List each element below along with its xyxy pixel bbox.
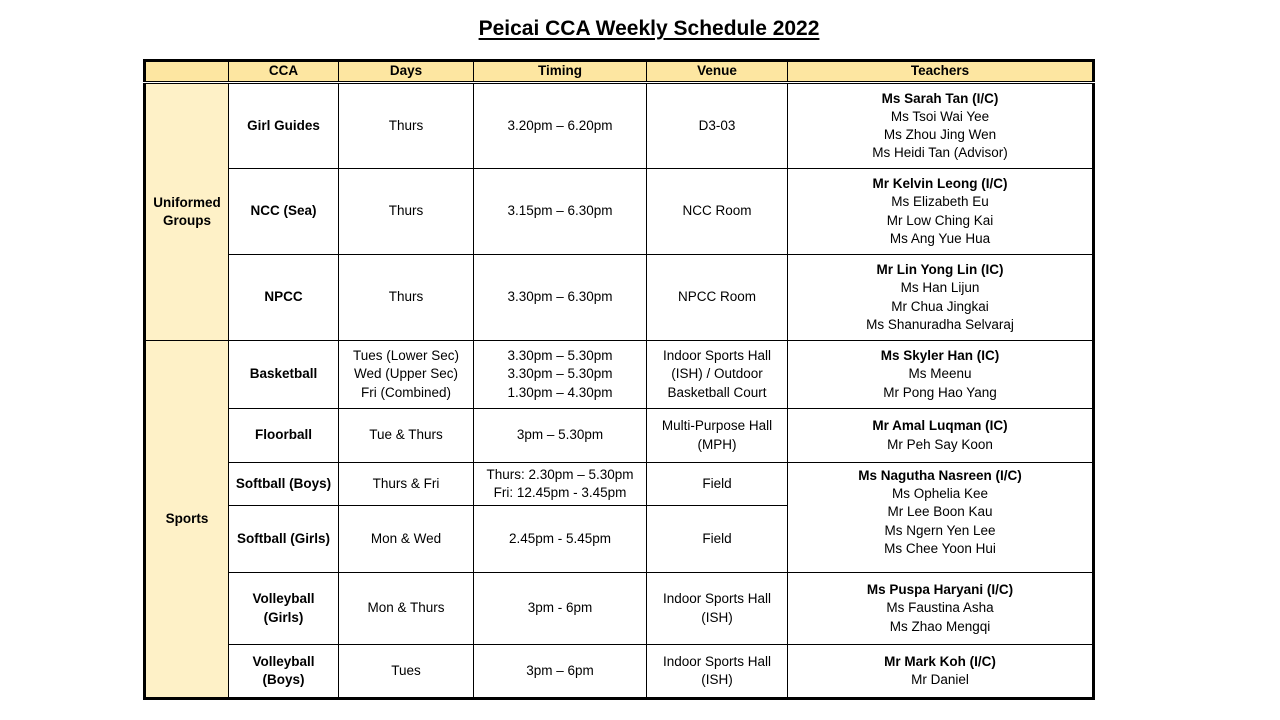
cell-line: (ISH) xyxy=(701,609,733,625)
teacher-in-charge: Mr Mark Koh (I/C) xyxy=(884,653,996,669)
teachers-cell xyxy=(788,645,1094,699)
teachers-cell xyxy=(788,409,1094,463)
teacher-in-charge: Ms Puspa Haryani (I/C) xyxy=(866,582,1014,598)
cell-line: Tues (Lower Sec) xyxy=(352,348,460,364)
cell-line: Ms Han Lijun xyxy=(900,280,980,296)
table-row-softball-boys xyxy=(145,463,1094,506)
timing-cell xyxy=(474,506,647,573)
cca-cell xyxy=(229,645,339,699)
days-cell xyxy=(339,463,474,506)
teacher-in-charge: Mr Kelvin Leong (I/C) xyxy=(872,176,1008,192)
cell-line: 3.30pm – 5.30pm xyxy=(507,366,613,382)
days-cell xyxy=(339,169,474,255)
cca-cell: Softball (Boys) xyxy=(229,463,339,506)
cell-line: 3.30pm – 6.30pm xyxy=(507,289,613,305)
teachers-cell xyxy=(788,341,1094,409)
timing-cell xyxy=(474,341,647,409)
header-days: Days xyxy=(339,61,474,83)
cell-line: (MPH) xyxy=(697,436,737,452)
cell-line: NPCC Room xyxy=(677,289,756,305)
cca-cell: NPCC xyxy=(229,255,339,341)
cell-line: (Girls) xyxy=(263,609,304,625)
venue-cell xyxy=(647,169,788,255)
teacher-in-charge: Mr Amal Luqman (IC) xyxy=(872,418,1008,434)
cell-line: Mr Pong Hao Yang xyxy=(883,384,997,400)
timing-cell xyxy=(474,463,647,506)
header-cca: CCA xyxy=(229,61,339,83)
cell-line: 3pm – 6pm xyxy=(526,662,594,678)
teachers-cell xyxy=(788,255,1094,341)
venue-cell xyxy=(647,506,788,573)
cell-line: Ms Elizabeth Eu xyxy=(891,194,989,210)
cell-line: Tue & Thurs xyxy=(369,427,443,443)
venue-cell xyxy=(647,645,788,699)
cca-cell: NCC (Sea) xyxy=(229,169,339,255)
cell-line: Wed (Upper Sec) xyxy=(353,366,459,382)
cell-line: Indoor Sports Hall xyxy=(662,653,772,669)
header-venue: Venue xyxy=(647,61,788,83)
cell-line: Mon & Wed xyxy=(370,530,442,546)
days-cell xyxy=(339,409,474,463)
cca-cell: Softball (Girls) xyxy=(229,506,339,573)
venue-cell xyxy=(647,341,788,409)
cell-line: Volleyball xyxy=(252,653,315,669)
cell-line: Fri (Combined) xyxy=(360,384,452,400)
cell-line: 3.30pm – 5.30pm xyxy=(507,348,613,364)
cell-line: 3pm - 6pm xyxy=(527,600,593,616)
cell-line: Mr Peh Say Koon xyxy=(887,436,993,452)
cell-line: Mr Daniel xyxy=(911,672,969,687)
teachers-cell xyxy=(788,463,1094,573)
table-row-volleyball-boys xyxy=(145,645,1094,699)
teachers-cell xyxy=(788,573,1094,645)
cell-line: 3.15pm – 6.30pm xyxy=(507,203,613,219)
cell-line: Mr Lee Boon Kau xyxy=(887,504,993,520)
cell-line: Mr Chua Jingkai xyxy=(891,298,989,314)
cell-line: Ms Heidi Tan (Advisor) xyxy=(872,145,1008,161)
table-header-row xyxy=(145,61,1094,83)
cell-line: Field xyxy=(702,530,732,546)
timing-cell xyxy=(474,409,647,463)
venue-cell xyxy=(647,83,788,169)
timing-cell xyxy=(474,169,647,255)
group-uniformed-groups xyxy=(145,83,229,341)
cca-cell: Girl Guides xyxy=(229,83,339,169)
cell-line: 1.30pm – 4.30pm xyxy=(507,384,613,400)
days-cell xyxy=(339,255,474,341)
cca-schedule-table xyxy=(143,59,1095,700)
cell-line: 3pm – 5.30pm xyxy=(516,427,604,443)
cell-line: Ms Chee Yoon Hui xyxy=(884,540,996,556)
venue-cell xyxy=(647,255,788,341)
cell-line: Thurs & Fri xyxy=(372,475,440,491)
teacher-in-charge: Ms Nagutha Nasreen (I/C) xyxy=(858,468,1022,483)
table-row-floorball xyxy=(145,409,1094,463)
header-timing: Timing xyxy=(474,61,647,83)
days-cell xyxy=(339,645,474,699)
cell-line: Tues xyxy=(391,662,421,678)
days-cell xyxy=(339,341,474,409)
header-teachers: Teachers xyxy=(788,61,1094,83)
venue-cell xyxy=(647,463,788,506)
cell-line: NCC Room xyxy=(682,203,752,219)
cell-line: Indoor Sports Hall xyxy=(662,591,772,607)
table-row-npcc xyxy=(145,255,1094,341)
table-row-volleyball-girls xyxy=(145,573,1094,645)
teachers-cell xyxy=(788,83,1094,169)
timing-cell xyxy=(474,573,647,645)
teachers-cell xyxy=(788,169,1094,255)
cell-line: Ms Zhou Jing Wen xyxy=(883,127,997,142)
teacher-in-charge: Ms Sarah Tan (I/C) xyxy=(881,90,999,106)
cca-cell xyxy=(229,573,339,645)
cell-line: Basketball Court xyxy=(667,384,767,400)
cell-line: Ms Faustina Asha xyxy=(886,600,994,616)
cell-line: Thurs: 2.30pm – 5.30pm xyxy=(486,466,634,482)
cell-line: Ms Zhao Mengqi xyxy=(889,618,991,634)
cell-line: Thurs xyxy=(388,203,424,219)
cell-line: 2.45pm - 5.45pm xyxy=(508,530,612,546)
cell-line: Volleyball xyxy=(252,591,315,607)
cell-line: Fri: 12.45pm - 3.45pm xyxy=(493,485,627,500)
cell-line: Multi-Purpose Hall xyxy=(661,418,773,434)
days-cell xyxy=(339,83,474,169)
cell-line: Ms Ophelia Kee xyxy=(891,486,989,502)
group-sports: Sports xyxy=(145,341,229,699)
cell-line: D3-03 xyxy=(698,117,736,133)
group-label: Uniformed Groups xyxy=(153,194,221,228)
cell-line: Mon & Thurs xyxy=(367,600,445,616)
venue-cell xyxy=(647,573,788,645)
teacher-in-charge: Mr Lin Yong Lin (IC) xyxy=(876,262,1004,278)
page-title: Peicai CCA Weekly Schedule 2022 xyxy=(478,17,820,40)
cell-line: Thurs xyxy=(388,289,424,305)
cell-line: 3.20pm – 6.20pm xyxy=(507,117,613,133)
days-cell xyxy=(339,506,474,573)
cell-line: Ms Ang Yue Hua xyxy=(889,230,991,246)
cell-line: Ms Tsoi Wai Yee xyxy=(890,108,990,124)
teacher-in-charge: Ms Skyler Han (IC) xyxy=(880,348,1000,364)
cell-line: Ms Meenu xyxy=(908,366,972,382)
cell-line: Mr Low Ching Kai xyxy=(886,212,994,228)
cca-cell: Basketball xyxy=(229,341,339,409)
cell-line: Indoor Sports Hall xyxy=(662,348,772,364)
timing-cell xyxy=(474,255,647,341)
cell-line: (Boys) xyxy=(262,672,305,687)
table-row-basketball xyxy=(145,341,1094,409)
cell-line: Thurs xyxy=(388,117,424,133)
header-group xyxy=(145,61,229,83)
cell-line: (ISH) / Outdoor xyxy=(671,366,763,382)
days-cell xyxy=(339,573,474,645)
timing-cell xyxy=(474,645,647,699)
cca-cell: Floorball xyxy=(229,409,339,463)
table-row-ncc-sea xyxy=(145,169,1094,255)
table-row-girl-guides xyxy=(145,83,1094,169)
venue-cell xyxy=(647,409,788,463)
cell-line: (ISH) xyxy=(701,672,733,687)
cell-line: Field xyxy=(702,475,732,491)
cell-line: Ms Shanuradha Selvaraj xyxy=(866,316,1014,332)
cell-line: Ms Ngern Yen Lee xyxy=(884,522,996,538)
timing-cell xyxy=(474,83,647,169)
